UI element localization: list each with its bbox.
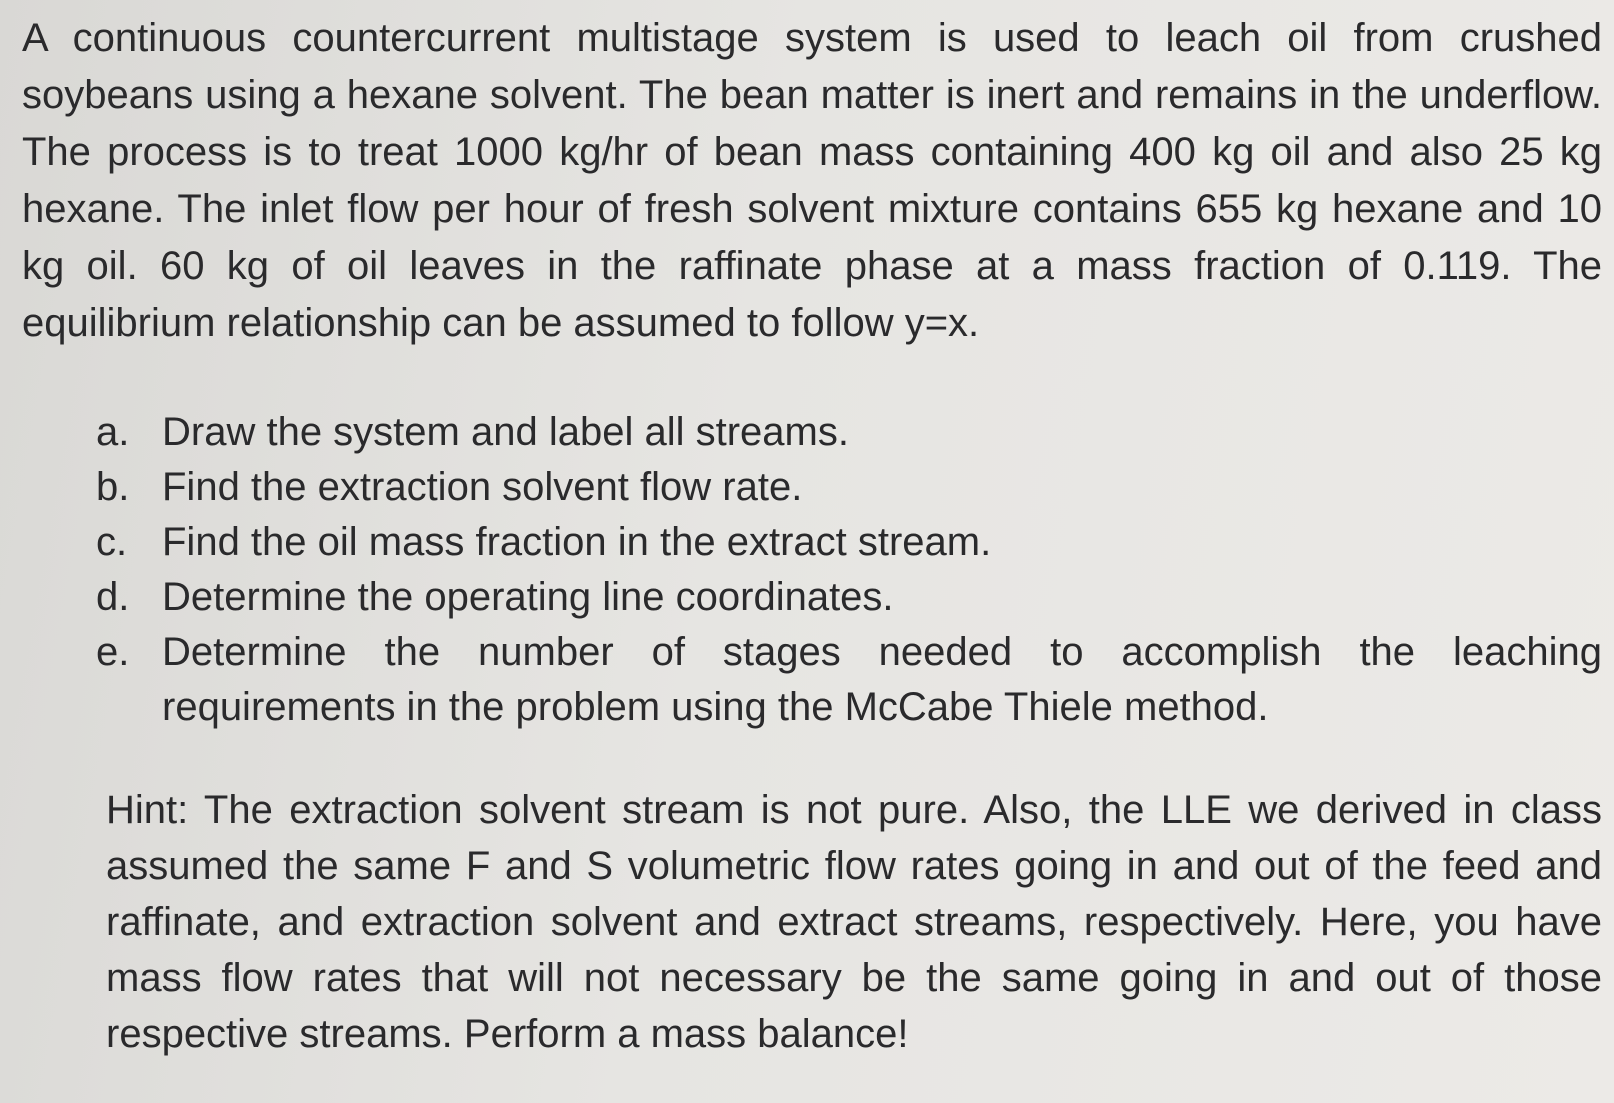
question-text: Find the extraction solvent flow rate.: [162, 465, 803, 509]
question-text: Determine the operating line coordinates.: [162, 575, 894, 619]
question-item: [96, 405, 1602, 460]
question-marker: d.: [96, 575, 130, 619]
question-item: [96, 625, 1602, 735]
question-marker: b.: [96, 465, 130, 509]
question-marker: a.: [96, 410, 130, 454]
question-list: [96, 405, 1602, 735]
question-text: Find the oil mass fraction in the extract stream.: [162, 520, 992, 564]
question-marker: e.: [96, 630, 130, 674]
question-item: [96, 460, 1602, 515]
question-marker: c.: [96, 520, 128, 564]
question-text: Draw the system and label all streams.: [162, 410, 849, 454]
question-item: [96, 515, 1602, 570]
question-item: [96, 570, 1602, 625]
problem-statement: A continuous countercurrent multistage system is used to leach oil from crushed soybeans using a hexane solvent. The bean matter is inert and remains in the underflow. The process is to treat 1000 kg/hr of bean mass containing 400 kg oil and also 25 kg hexane. The inlet flow per hour of fresh solvent mixture contains 655 kg hexane and 10 kg oil. 60 kg of oil leaves in the raffinate phase at a mass fraction of 0.119. The equilibrium relationship can be assumed to follow y=x.: [22, 16, 1602, 345]
question-text: Determine the number of stages needed to accomplish the leaching requirements in the problem using the McCabe Thiele method.: [162, 630, 1602, 729]
hint-paragraph: Hint: The extraction solvent stream is not pure. Also, the LLE we derived in class assumed the same F and S volumetric flow rates going in and out of the feed and raffinate, and extraction solvent and extract streams, respectively. Here, you have mass flow rates that will not necessary be the same going in and out of those respective streams. Perform a mass balance!: [106, 788, 1602, 1056]
